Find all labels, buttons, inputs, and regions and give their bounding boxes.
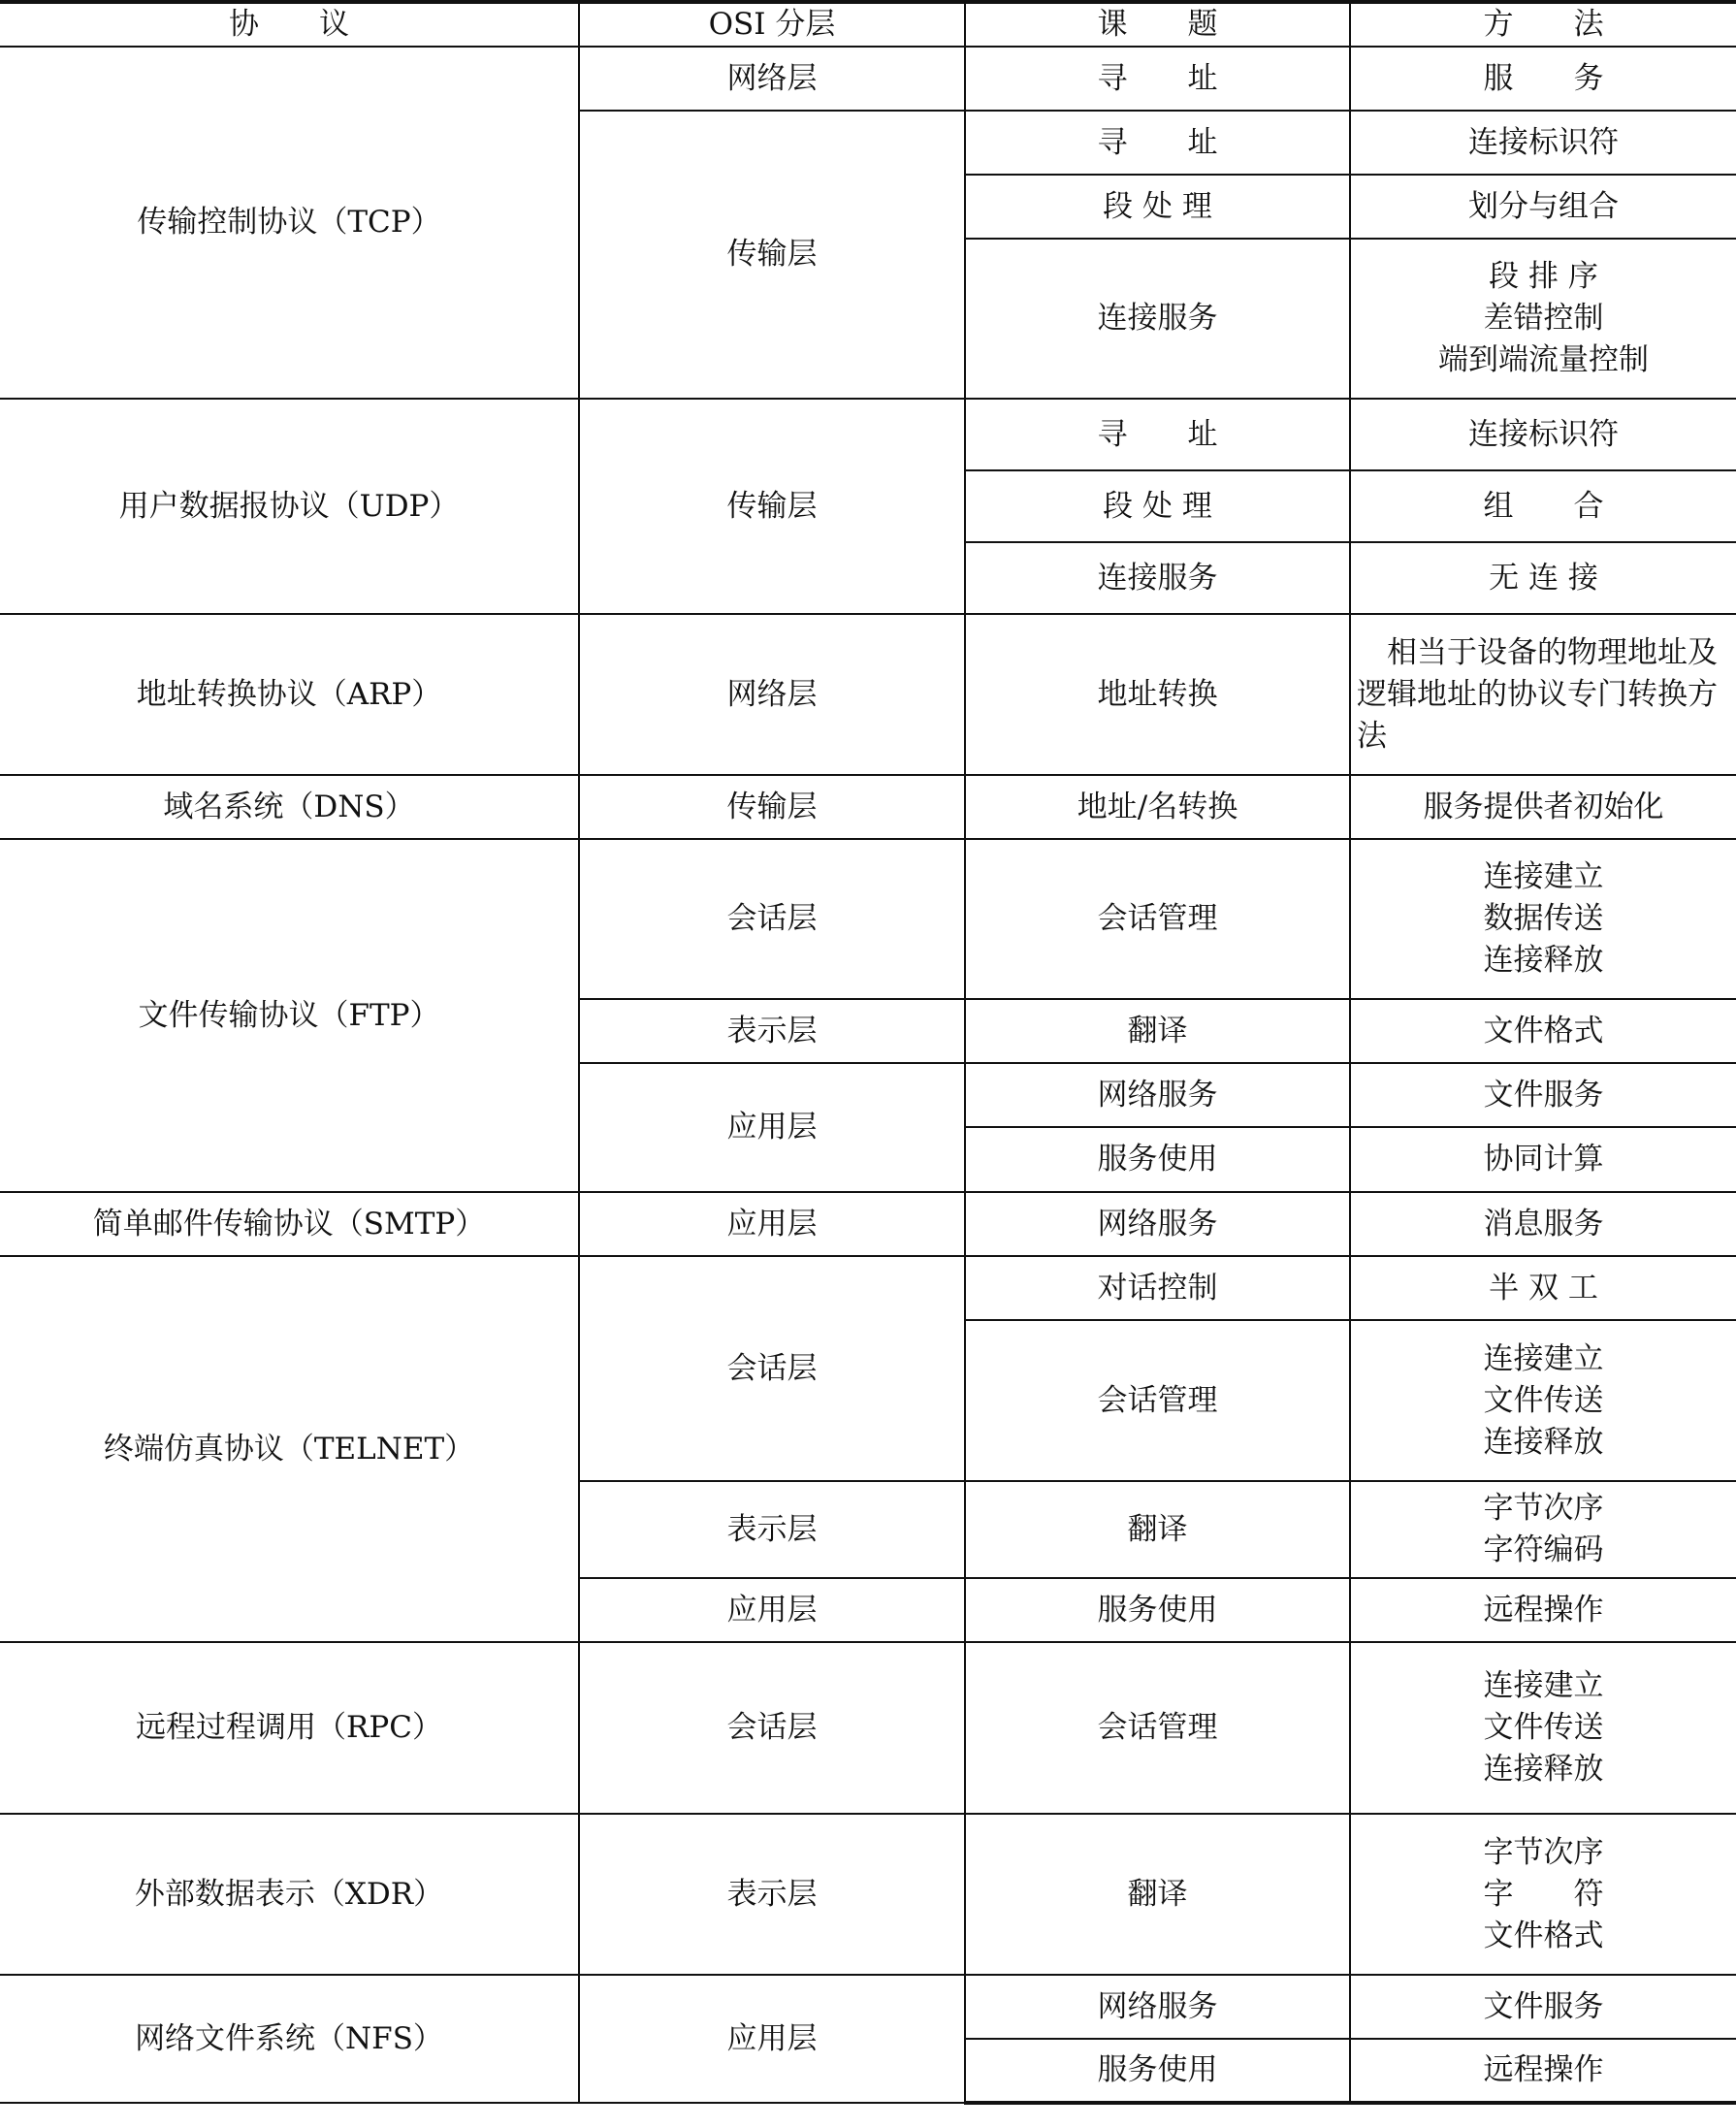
topic-cell: 会话管理: [965, 1642, 1350, 1814]
topic-cell: 翻译: [965, 1814, 1350, 1975]
method-cell: [1350, 1975, 1736, 2039]
osi-layer-cell: 会话层: [579, 1642, 965, 1814]
protocol-cell: 网络文件系统（NFS）: [0, 1975, 579, 2103]
method-cell: [1350, 1256, 1736, 1320]
method-line: 协同计算: [1483, 1142, 1604, 1177]
method-cell: [1350, 1578, 1736, 1642]
osi-layer-cell: 应用层: [579, 1063, 965, 1192]
method-line: 半 双 工: [1489, 1270, 1598, 1306]
method-cell: [1350, 111, 1736, 175]
topic-cell: 服务使用: [965, 1578, 1350, 1642]
method-cell: [1350, 1127, 1736, 1192]
table-row: [0, 1192, 1736, 1256]
osi-layer-cell: 传输层: [579, 775, 965, 839]
method-cell: [1350, 1320, 1736, 1481]
method-cell: [1350, 1063, 1736, 1127]
topic-cell: 服务使用: [965, 1127, 1350, 1192]
osi-layer-cell: 会话层: [579, 839, 965, 999]
topic-cell: 会话管理: [965, 839, 1350, 999]
method-line: 段 排 序: [1489, 259, 1598, 294]
topic-cell: 地址转换: [965, 614, 1350, 775]
table-row: [0, 1642, 1736, 1814]
table-row: [0, 399, 1736, 470]
protocol-cell: 文件传输协议（FTP）: [0, 839, 579, 1192]
method-line: 文件服务: [1483, 1988, 1604, 2024]
protocol-cell: 传输控制协议（TCP）: [0, 47, 579, 399]
method-line: 文件格式: [1483, 1013, 1604, 1048]
osi-layer-cell: 传输层: [579, 399, 965, 614]
method-line: 连接标识符: [1468, 124, 1619, 160]
method-line: 远程操作: [1483, 2052, 1604, 2087]
topic-cell: 地址/名转换: [965, 775, 1350, 839]
method-cell: [1350, 175, 1736, 239]
osi-layer-cell: 表示层: [579, 1481, 965, 1578]
topic-cell: 网络服务: [965, 1063, 1350, 1127]
table-row: [0, 775, 1736, 839]
method-line: 文件格式: [1483, 1918, 1604, 1953]
method-line: 差错控制: [1483, 301, 1604, 336]
method-line: 连接释放: [1483, 1752, 1604, 1787]
method-line: 组 合: [1483, 488, 1604, 524]
method-cell: [1350, 2039, 1736, 2103]
osi-layer-cell: 网络层: [579, 47, 965, 111]
topic-cell: 会话管理: [965, 1320, 1350, 1481]
table-row: [0, 839, 1736, 999]
topic-cell: 段 处 理: [965, 470, 1350, 542]
method-cell: [1350, 542, 1736, 614]
method-line: 数据传送: [1483, 901, 1604, 936]
osi-layer-cell: 应用层: [579, 1975, 965, 2103]
method-cell: [1350, 47, 1736, 111]
table-row: [0, 1814, 1736, 1975]
topic-cell: 翻译: [965, 1481, 1350, 1578]
method-line: 远程操作: [1483, 1592, 1604, 1628]
topic-cell: 寻 址: [965, 111, 1350, 175]
osi-layer-cell: 应用层: [579, 1578, 965, 1642]
method-line: 无 连 接: [1489, 560, 1598, 596]
topic-cell: 翻译: [965, 999, 1350, 1063]
osi-layer-cell: 会话层: [579, 1256, 965, 1481]
topic-cell: 寻 址: [965, 47, 1350, 111]
protocol-cell: 地址转换协议（ARP）: [0, 614, 579, 775]
method-line: 划分与组合: [1468, 188, 1619, 224]
method-line: 端到端流量控制: [1438, 342, 1649, 377]
method-cell: [1350, 1814, 1736, 1975]
protocol-cell: 简单邮件传输协议（SMTP）: [0, 1192, 579, 1256]
header-row: [0, 2, 1736, 47]
method-line: 连接建立: [1483, 859, 1604, 894]
osi-layer-cell: 网络层: [579, 614, 965, 775]
table-row: [0, 1975, 1736, 2039]
method-line: 字符编码: [1483, 1532, 1604, 1567]
header-osi-layer: OSI 分层: [579, 2, 965, 47]
osi-layer-cell: 表示层: [579, 999, 965, 1063]
method-cell: [1350, 470, 1736, 542]
protocol-cell: 域名系统（DNS）: [0, 775, 579, 839]
method-line: 文件服务: [1483, 1077, 1604, 1112]
header-method: 方 法: [1350, 2, 1736, 47]
osi-layer-cell: 表示层: [579, 1814, 965, 1975]
method-cell: [1350, 839, 1736, 999]
method-line: 字节次序: [1483, 1834, 1604, 1870]
header-topic: 课 题: [965, 2, 1350, 47]
topic-cell: 网络服务: [965, 1975, 1350, 2039]
method-line: 字 符: [1483, 1876, 1604, 1912]
method-cell: [1350, 399, 1736, 470]
method-cell: 相当于设备的物理地址及逻辑地址的协议专门转换方法: [1350, 614, 1736, 775]
method-line: 连接建立: [1483, 1340, 1604, 1376]
topic-cell: 段 处 理: [965, 175, 1350, 239]
header-protocol: 协 议: [0, 2, 579, 47]
protocol-cell: 远程过程调用（RPC）: [0, 1642, 579, 1814]
method-line: 连接标识符: [1468, 416, 1619, 452]
protocol-cell: 外部数据表示（XDR）: [0, 1814, 579, 1975]
method-line: 消息服务: [1483, 1206, 1604, 1241]
method-cell: [1350, 775, 1736, 839]
method-line: 文件传送: [1483, 1382, 1604, 1418]
method-line: 文件传送: [1483, 1710, 1604, 1745]
method-line: 字节次序: [1483, 1491, 1604, 1526]
table-row: [0, 47, 1736, 111]
topic-cell: 对话控制: [965, 1256, 1350, 1320]
table-body: [0, 47, 1736, 2103]
protocol-cell: 用户数据报协议（UDP）: [0, 399, 579, 614]
method-cell: [1350, 1642, 1736, 1814]
topic-cell: 连接服务: [965, 239, 1350, 399]
method-line: 服务提供者初始化: [1423, 789, 1664, 824]
table-row: [0, 614, 1736, 775]
topic-cell: 网络服务: [965, 1192, 1350, 1256]
topic-cell: 连接服务: [965, 542, 1350, 614]
method-line: 连接释放: [1483, 1424, 1604, 1460]
method-cell: [1350, 1192, 1736, 1256]
method-cell: [1350, 999, 1736, 1063]
topic-cell: 寻 址: [965, 399, 1350, 470]
method-line: 连接释放: [1483, 943, 1604, 978]
osi-layer-cell: 应用层: [579, 1192, 965, 1256]
method-cell: [1350, 1481, 1736, 1578]
osi-layer-cell: 传输层: [579, 111, 965, 399]
protocol-cell: 终端仿真协议（TELNET）: [0, 1256, 579, 1642]
topic-cell: 服务使用: [965, 2039, 1350, 2103]
method-cell: [1350, 239, 1736, 399]
method-line: 连接建立: [1483, 1668, 1604, 1703]
method-line: 服 务: [1483, 60, 1604, 96]
table-row: [0, 1256, 1736, 1320]
